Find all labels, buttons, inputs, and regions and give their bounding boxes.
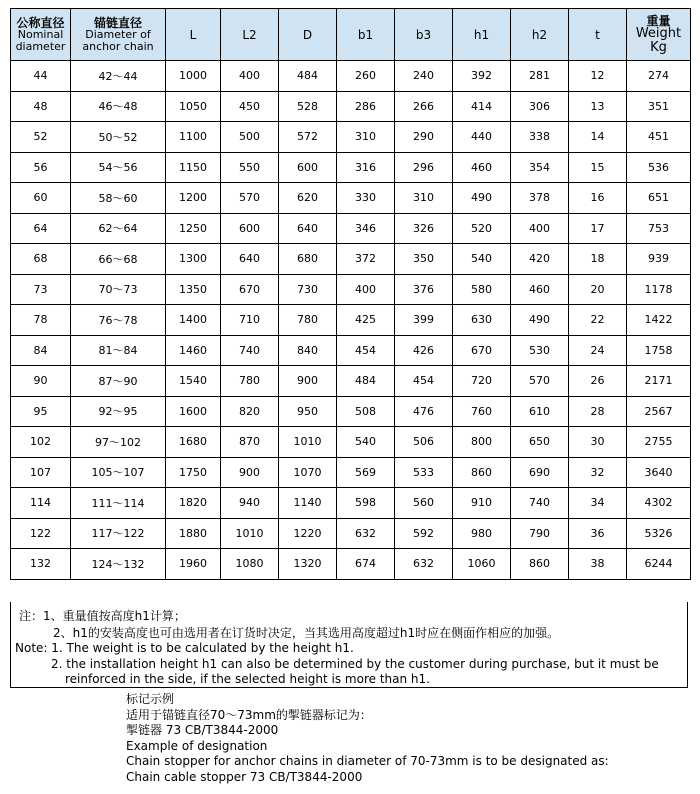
table-cell: 376 (395, 274, 453, 305)
table-cell: 1000 (166, 61, 221, 92)
table-cell: 820 (221, 396, 279, 427)
table-cell: 1880 (166, 518, 221, 549)
table-cell: 28 (569, 396, 627, 427)
column-header-en: L (189, 27, 197, 42)
table-cell: 1150 (166, 152, 221, 183)
table-cell: 1422 (627, 305, 691, 336)
table-cell: 520 (453, 213, 511, 244)
table-cell: 306 (511, 91, 569, 122)
note-en-2b: reinforced in the side, if the selected height is more than h1. (65, 672, 430, 686)
table-cell: 674 (337, 549, 395, 580)
table-cell: 1010 (221, 518, 279, 549)
table-cell: 107 (11, 457, 71, 488)
column-header-en: h2 (531, 27, 548, 42)
table-cell: 560 (395, 488, 453, 519)
table-cell: 600 (221, 213, 279, 244)
table-cell: 440 (453, 122, 511, 153)
table-cell: 326 (395, 213, 453, 244)
table-cell: 70～73 (71, 274, 166, 305)
table-cell: 1820 (166, 488, 221, 519)
column-header-en: t (595, 27, 600, 42)
table-cell: 92～95 (71, 396, 166, 427)
table-cell: 870 (221, 427, 279, 458)
table-row (11, 457, 691, 488)
table-cell: 281 (511, 61, 569, 92)
table-cell: 1350 (166, 274, 221, 305)
table-body (11, 61, 691, 580)
table-cell: 290 (395, 122, 453, 153)
table-cell: 414 (453, 91, 511, 122)
header-row (11, 9, 691, 61)
table-cell: 76～78 (71, 305, 166, 336)
table-cell: 78 (11, 305, 71, 336)
table-cell: 451 (627, 122, 691, 153)
table-cell: 1300 (166, 244, 221, 275)
table-cell: 12 (569, 61, 627, 92)
column-header (627, 9, 691, 61)
table-cell: 800 (453, 427, 511, 458)
table-cell: 2755 (627, 427, 691, 458)
table-cell: 650 (511, 427, 569, 458)
table-cell: 900 (221, 457, 279, 488)
table-row (11, 305, 691, 336)
table-cell: 426 (395, 335, 453, 366)
table-row (11, 122, 691, 153)
table-row (11, 61, 691, 92)
column-header-cn: 重量 (646, 13, 671, 28)
table-cell: 450 (221, 91, 279, 122)
table-cell: 680 (279, 244, 337, 275)
table-cell: 1060 (453, 549, 511, 580)
designation-en-desc: Chain stopper for anchor chains in diameter of 70-73mm is to be designated as: (126, 754, 609, 768)
table-cell: 296 (395, 152, 453, 183)
table-cell: 400 (221, 61, 279, 92)
designation-example (126, 692, 609, 785)
table-cell: 1100 (166, 122, 221, 153)
table-cell: 3640 (627, 457, 691, 488)
table-cell: 1070 (279, 457, 337, 488)
designation-en-mark: Chain cable stopper 73 CB/T3844-2000 (126, 769, 363, 784)
table-cell: 1050 (166, 91, 221, 122)
table-cell: 260 (337, 61, 395, 92)
table-cell: 1460 (166, 335, 221, 366)
table-cell: 42～44 (71, 61, 166, 92)
notes-box (10, 602, 688, 688)
table-cell: 780 (279, 305, 337, 336)
designation-en-title: Example of designation (126, 738, 268, 753)
table-cell: 1750 (166, 457, 221, 488)
table-row (11, 488, 691, 519)
table-cell: 640 (221, 244, 279, 275)
table-cell: 600 (279, 152, 337, 183)
spec-table-frame (10, 8, 690, 580)
table-cell: 14 (569, 122, 627, 153)
table-cell: 15 (569, 152, 627, 183)
table-cell: 528 (279, 91, 337, 122)
table-row (11, 396, 691, 427)
table-cell: 351 (627, 91, 691, 122)
table-cell: 330 (337, 183, 395, 214)
table-cell: 939 (627, 244, 691, 275)
table-cell: 536 (627, 152, 691, 183)
table-cell: 22 (569, 305, 627, 336)
table-cell: 540 (453, 244, 511, 275)
column-header-cn: 锚链直径 (93, 15, 142, 30)
table-cell: 400 (511, 213, 569, 244)
table-cell: 500 (221, 122, 279, 153)
table-cell: 740 (221, 335, 279, 366)
table-row (11, 152, 691, 183)
table-cell: 1540 (166, 366, 221, 397)
table-cell: 95 (11, 396, 71, 427)
table-cell: 102 (11, 427, 71, 458)
table-cell: 1960 (166, 549, 221, 580)
note-en-2a: 2. the installation height h1 can also be determined by the customer during purchase, but it must be (51, 657, 659, 671)
column-header-en: b1 (357, 27, 374, 42)
table-cell: 730 (279, 274, 337, 305)
table-row (11, 427, 691, 458)
table-cell: 44 (11, 61, 71, 92)
table-cell: 18 (569, 244, 627, 275)
table-cell: 6244 (627, 549, 691, 580)
table-cell: 5326 (627, 518, 691, 549)
table-cell: 266 (395, 91, 453, 122)
table-cell: 550 (221, 152, 279, 183)
column-header-en: L2 (242, 27, 257, 42)
table-cell: 790 (511, 518, 569, 549)
table-cell: 860 (511, 549, 569, 580)
column-header-en: b3 (415, 27, 432, 42)
table-cell: 310 (395, 183, 453, 214)
table-cell: 460 (453, 152, 511, 183)
column-header (279, 9, 337, 61)
column-header (71, 9, 166, 61)
table-cell: 84 (11, 335, 71, 366)
table-cell: 506 (395, 427, 453, 458)
table-cell: 60 (11, 183, 71, 214)
table-cell: 910 (453, 488, 511, 519)
table-cell: 533 (395, 457, 453, 488)
table-cell: 114 (11, 488, 71, 519)
table-cell: 346 (337, 213, 395, 244)
column-header-en: Diameter of anchor chain (82, 27, 154, 53)
table-cell: 425 (337, 305, 395, 336)
table-row (11, 91, 691, 122)
column-header-cn: 公称直径 (16, 15, 65, 30)
table-cell: 105～107 (71, 457, 166, 488)
table-cell: 460 (511, 274, 569, 305)
table-cell: 632 (337, 518, 395, 549)
table-cell: 48 (11, 91, 71, 122)
table-cell: 400 (337, 274, 395, 305)
table-cell: 780 (221, 366, 279, 397)
column-header-en: h1 (473, 27, 490, 42)
table-cell: 1140 (279, 488, 337, 519)
table-cell: 484 (337, 366, 395, 397)
table-cell: 1600 (166, 396, 221, 427)
table-cell: 32 (569, 457, 627, 488)
table-cell: 30 (569, 427, 627, 458)
table-cell: 508 (337, 396, 395, 427)
table-cell: 580 (453, 274, 511, 305)
table-row (11, 335, 691, 366)
table-cell: 372 (337, 244, 395, 275)
table-cell: 1320 (279, 549, 337, 580)
table-cell: 81～84 (71, 335, 166, 366)
table-cell: 980 (453, 518, 511, 549)
column-header (221, 9, 279, 61)
table-cell: 111～114 (71, 488, 166, 519)
table-cell: 316 (337, 152, 395, 183)
table-cell: 630 (453, 305, 511, 336)
table-cell: 1758 (627, 335, 691, 366)
table-cell: 46～48 (71, 91, 166, 122)
table-cell: 24 (569, 335, 627, 366)
table-cell: 476 (395, 396, 453, 427)
note-en-1: Note: 1. The weight is to be calculated by the height h1. (15, 641, 354, 655)
table-cell: 90 (11, 366, 71, 397)
table-cell: 760 (453, 396, 511, 427)
column-header (511, 9, 569, 61)
table-cell: 64 (11, 213, 71, 244)
table-cell: 20 (569, 274, 627, 305)
table-cell: 354 (511, 152, 569, 183)
table-cell: 132 (11, 549, 71, 580)
table-cell: 620 (279, 183, 337, 214)
table-cell: 13 (569, 91, 627, 122)
table-cell: 740 (511, 488, 569, 519)
designation-cn-desc: 适用于锚链直径70～73mm的掣链器标记为： (126, 707, 372, 722)
table-row (11, 183, 691, 214)
table-cell: 530 (511, 335, 569, 366)
table-cell: 640 (279, 213, 337, 244)
column-header (569, 9, 627, 61)
table-cell: 598 (337, 488, 395, 519)
note-cn-1: 注：1、重量值按高度h1计算； (19, 609, 186, 623)
table-cell: 484 (279, 61, 337, 92)
column-header (11, 9, 71, 61)
column-header-en: Nominal diameter (15, 27, 66, 53)
table-cell: 350 (395, 244, 453, 275)
table-cell: 950 (279, 396, 337, 427)
table-cell: 338 (511, 122, 569, 153)
column-header-en: D (302, 27, 313, 42)
column-header (337, 9, 395, 61)
table-row (11, 366, 691, 397)
table-cell: 36 (569, 518, 627, 549)
table-cell: 454 (337, 335, 395, 366)
table-cell: 2171 (627, 366, 691, 397)
table-cell: 274 (627, 61, 691, 92)
table-cell: 490 (511, 305, 569, 336)
column-header (395, 9, 453, 61)
table-cell: 66～68 (71, 244, 166, 275)
table-cell: 2567 (627, 396, 691, 427)
table-cell: 940 (221, 488, 279, 519)
table-cell: 1250 (166, 213, 221, 244)
table-cell: 58～60 (71, 183, 166, 214)
table-cell: 592 (395, 518, 453, 549)
table-cell: 753 (627, 213, 691, 244)
table-row (11, 244, 691, 275)
table-cell: 68 (11, 244, 71, 275)
table-cell: 710 (221, 305, 279, 336)
table-cell: 690 (511, 457, 569, 488)
table-row (11, 518, 691, 549)
table-cell: 73 (11, 274, 71, 305)
table-cell: 900 (279, 366, 337, 397)
table-cell: 117～122 (71, 518, 166, 549)
table-cell: 399 (395, 305, 453, 336)
column-header (453, 9, 511, 61)
table-cell: 1178 (627, 274, 691, 305)
table-cell: 1080 (221, 549, 279, 580)
table-cell: 610 (511, 396, 569, 427)
table-cell: 4302 (627, 488, 691, 519)
table-cell: 392 (453, 61, 511, 92)
table-row (11, 213, 691, 244)
table-cell: 38 (569, 549, 627, 580)
chain-stopper-spec-table (10, 8, 691, 580)
table-cell: 720 (453, 366, 511, 397)
table-cell: 670 (453, 335, 511, 366)
table-cell: 124～132 (71, 549, 166, 580)
column-header-en: Weight Kg (635, 25, 682, 55)
table-row (11, 274, 691, 305)
table-cell: 286 (337, 91, 395, 122)
designation-cn-mark: 掣链器 73 CB/T3844-2000 (126, 723, 279, 737)
table-cell: 651 (627, 183, 691, 214)
table-cell: 490 (453, 183, 511, 214)
table-cell: 17 (569, 213, 627, 244)
designation-cn-title: 标记示例 (126, 692, 175, 706)
table-cell: 632 (395, 549, 453, 580)
table-cell: 378 (511, 183, 569, 214)
table-cell: 52 (11, 122, 71, 153)
table-header (11, 9, 691, 61)
table-cell: 540 (337, 427, 395, 458)
table-cell: 16 (569, 183, 627, 214)
table-cell: 860 (453, 457, 511, 488)
table-cell: 1010 (279, 427, 337, 458)
table-cell: 572 (279, 122, 337, 153)
table-cell: 54～56 (71, 152, 166, 183)
table-cell: 420 (511, 244, 569, 275)
table-cell: 240 (395, 61, 453, 92)
table-cell: 56 (11, 152, 71, 183)
table-cell: 87～90 (71, 366, 166, 397)
note-cn-2: 2、h1的安装高度也可由选用者在订货时决定，当其选用高度超过h1时应在侧面作相应的加强。 (53, 626, 560, 640)
table-cell: 50～52 (71, 122, 166, 153)
table-cell: 310 (337, 122, 395, 153)
table-cell: 670 (221, 274, 279, 305)
table-cell: 62～64 (71, 213, 166, 244)
table-cell: 570 (221, 183, 279, 214)
column-header (166, 9, 221, 61)
table-cell: 570 (511, 366, 569, 397)
table-cell: 34 (569, 488, 627, 519)
table-cell: 1220 (279, 518, 337, 549)
table-cell: 840 (279, 335, 337, 366)
table-cell: 1400 (166, 305, 221, 336)
table-cell: 569 (337, 457, 395, 488)
table-cell: 1680 (166, 427, 221, 458)
table-cell: 1200 (166, 183, 221, 214)
table-cell: 26 (569, 366, 627, 397)
table-cell: 97～102 (71, 427, 166, 458)
table-cell: 122 (11, 518, 71, 549)
table-row (11, 549, 691, 580)
table-cell: 454 (395, 366, 453, 397)
